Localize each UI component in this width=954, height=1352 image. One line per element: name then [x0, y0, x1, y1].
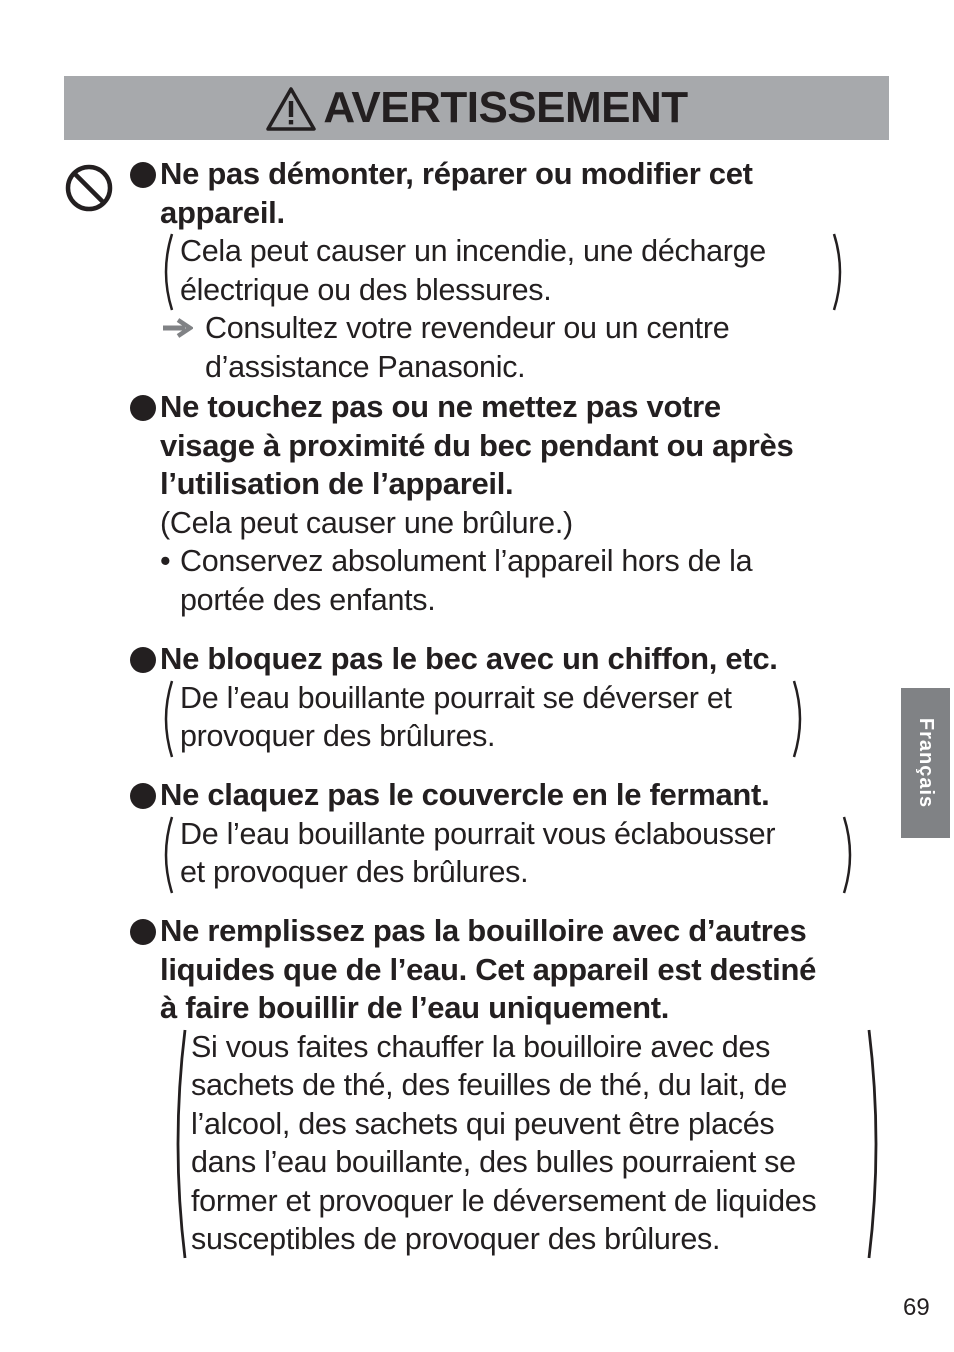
close-parenthesis	[832, 232, 848, 312]
reason-block: De l’eau bouillante pourrait vous éclabousser et provoquer des brûlures.	[180, 815, 870, 892]
action-step: Consultez votre revendeur ou un centre d’assistance Panasonic.	[205, 309, 860, 386]
warning-headline: Ne claquez pas le couvercle en le fermant.	[160, 777, 770, 812]
bullet-dot	[130, 162, 156, 188]
warning-item-1	[130, 155, 860, 386]
bullet-dot	[130, 647, 156, 673]
arrow-right-icon	[161, 318, 193, 338]
reason-text: (Cela peut causer une brûlure.)	[160, 505, 573, 540]
warning-header	[64, 76, 889, 140]
warning-item-3	[130, 640, 820, 756]
bullet-dot	[130, 783, 156, 809]
language-tab	[901, 688, 950, 838]
warning-item-5	[130, 912, 891, 1259]
reason-block: De l’eau bouillante pourrait se déverser et provoquer des brûlures.	[180, 679, 820, 756]
open-parenthesis	[158, 232, 174, 312]
warning-headline: Ne touchez pas ou ne mettez pas votre visage à proximité du bec pendant ou après l’utilisation de l’appareil.	[160, 389, 794, 501]
small-bullet: •	[160, 544, 171, 578]
bullet-dot	[130, 919, 156, 945]
warning-title: AVERTISSEMENT	[323, 83, 688, 132]
page-number: 69	[903, 1294, 930, 1321]
note-text: • Conservez absolument l’appareil hors de la portée des enfants.	[160, 544, 753, 617]
open-parenthesis	[158, 815, 174, 895]
close-parenthesis	[867, 1028, 885, 1260]
warning-item-2	[130, 388, 793, 619]
close-parenthesis	[792, 679, 808, 759]
bullet-dot	[130, 395, 156, 421]
reason-block: Cela peut causer un incendie, une décharge électrique ou des blessures.	[180, 232, 860, 309]
open-parenthesis	[169, 1028, 187, 1260]
close-parenthesis	[842, 815, 858, 895]
warning-headline: Ne bloquez pas le bec avec un chiffon, etc.	[160, 641, 778, 676]
prohibition-icon	[64, 163, 114, 213]
language-label: Français	[915, 717, 937, 809]
open-parenthesis	[158, 679, 174, 759]
warning-triangle-icon	[265, 86, 317, 132]
warning-item-4	[130, 776, 870, 892]
warning-headline: Ne pas démonter, réparer ou modifier cet appareil.	[160, 156, 753, 230]
warning-headline: Ne remplissez pas la bouilloire avec d’autres liquides que de l’eau. Cet appareil est destiné à faire bouillir de l’eau uniquement.	[160, 913, 817, 1025]
reason-block: Si vous faites chauffer la bouilloire avec des sachets de thé, des feuilles de thé, du lait, de l’alcool, des sachets qui peuvent être placés dans l’eau bouillante, des bulles pourraient se former et provoquer le déversement de liquides susceptibles de provoquer des brûlures.	[191, 1028, 891, 1259]
